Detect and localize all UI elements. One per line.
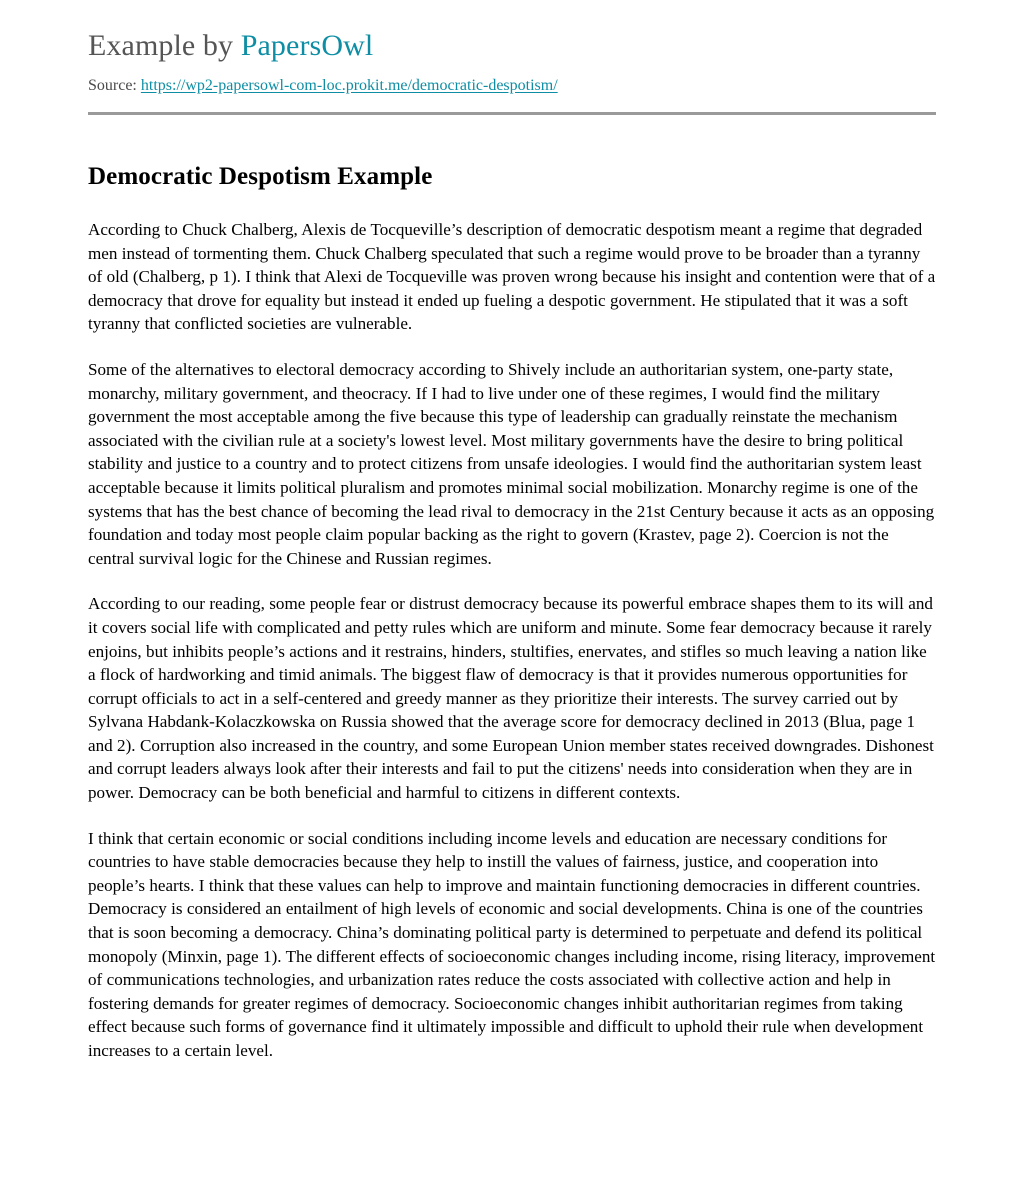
source-line xyxy=(88,75,936,97)
papersowl-brand-name: PapersOwl xyxy=(240,29,374,62)
source-label: Source: xyxy=(88,77,137,94)
page-title: Democratic Despotism Example xyxy=(88,163,433,190)
body-paragraph: Some of the alternatives to electoral democracy according to Shively include an authoritarian system, one-party state, monarchy, military government, and theocracy. If I had to live under one of these regimes, I would find the military government the most acceptable among the five because this type of leadership can gradually reinstate the mechanism associated with the civilian rule at a society's lowest level. Most military governments have the desire to bring political stability and justice to a country and to protect citizens from unsafe ideologies. I would find the authoritarian system least acceptable because it limits political pluralism and promotes minimal social mobilization. Monarchy regime is one of the systems that has the best chance of becoming the lead rival to democracy in the 21st Century because it acts as an opposing foundation and today most people claim popular backing as the right to govern (Krastev, page 2). Coercion is not the central survival logic for the Chinese and Russian regimes. xyxy=(88,359,935,568)
body-paragraph: I think that certain economic or social conditions including income levels and education are necessary conditions for countries to have stable democracies because they help to instill the values of fairness, justice, and cooperation into people’s hearts. I think that these values can help to improve and maintain functioning democracies in different countries. Democracy is considered an entailment of high levels of economic and social developments. China is one of the countries that is soon becoming a democracy. China’s dominating political party is determined to perpetuate and defend its political monopoly (Minxin, page 1). The different effects of socioeconomic changes including income, rising literacy, improvement of communications technologies, and urbanization rates reduce the costs associated with collective action and help in fostering demands for greater regimes of democracy. Socioeconomic changes inhibit authoritarian regimes from taking effect because such forms of governance find it ultimately impossible and difficult to uphold their rule when development increases to a certain level. xyxy=(88,828,936,1060)
body-paragraph: According to our reading, some people fear or distrust democracy because its powerful embrace shapes them to its will and it covers social life with complicated and petty rules which are uniform and minute. Some fear democracy because it rarely enjoins, but inhibits people’s actions and it restrains, hinders, stultifies, enervates, and stifles so much leaving a nation like a flock of hardworking and timid animals. The biggest flaw of democracy is that it provides numerous opportunities for corrupt officials to act in a self-centered and greedy manner as they prioritize their interests. The survey carried out by Sylvana Habdank-Kolaczkowska on Russia showed that the average score for democracy declined in 2013 (Blua, page 1 and 2). Corruption also increased in the country, and some European Union member states received downgrades. Dishonest and corrupt leaders always look after their interests and fail to put the citizens' needs into consideration when they are in power. Democracy can be both beneficial and harmful to citizens in different contexts. xyxy=(88,594,934,803)
header-divider xyxy=(88,112,936,115)
source-url-link[interactable]: https://wp2-papersowl-com-loc.prokit.me/democratic-despotism/ xyxy=(140,77,558,94)
body-paragraph: According to Chuck Chalberg, Alexis de Tocqueville’s description of democratic despotism meant a regime that degraded men instead of tormenting them. Chuck Chalberg speculated that such a regime would prove to be broader than a tyranny of old (Chalberg, p 1). I think that Alexi de Tocqueville was proven wrong because his insight and contention were that of a democracy that drove for equality but instead it ended up fueling a despotic government. He stipulated that it was a soft tyranny that conflicted societies are vulnerable. xyxy=(88,220,936,334)
document-body xyxy=(0,162,1024,1063)
brand-prefix-text: Example by xyxy=(88,29,241,62)
document-header xyxy=(0,0,1024,115)
brand-heading xyxy=(88,26,936,66)
